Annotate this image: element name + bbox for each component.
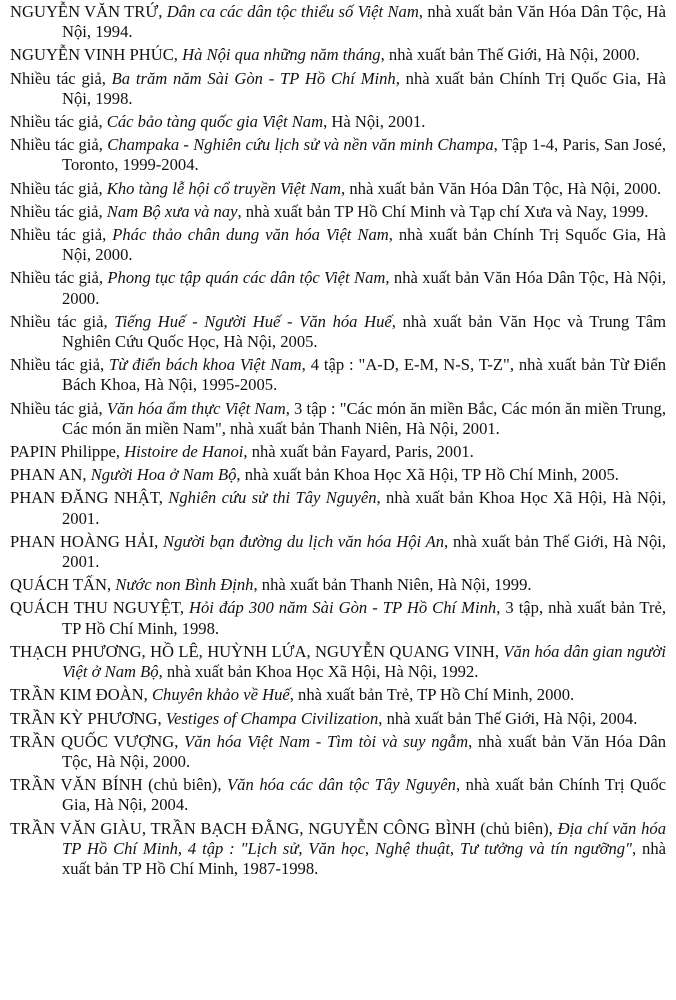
reference-entry: QUÁCH TẤN, Nước non Bình Định, nhà xuất bản Thanh Niên, Hà Nội, 1999. [10,575,532,595]
reference-author: NGUYỄN VINH PHÚC [10,45,174,65]
reference-author: Nhiều tác giả [10,225,103,245]
reference-author: Nhiều tác giả [10,135,99,155]
reference-title: Nghiên cứu sử thi Tây Nguyên [168,488,377,508]
reference-entry: NGUYỄN VINH PHÚC, Hà Nội qua những năm tháng, nhà xuất bản Thế Giới, Hà Nội, 2000. [10,45,640,65]
reference-title: Champaka - Nghiên cứu lịch sử và nền văn minh Champa [107,135,494,155]
reference-details: , nhà xuất bản Khoa Học Xã Hội, Hà Nội, 1992. [158,662,479,682]
reference-title: Địa chí văn hóa TP Hồ Chí Minh, 4 tập : "Lịch sử, Văn học, Nghệ thuật, Tư tưởng và tín ngưỡng" [62,818,667,858]
reference-author: Nhiều tác giả [10,268,99,288]
reference-title: Văn hóa dân gian người Việt ở Nam Bộ [62,641,667,682]
reference-details: , nhà xuất bản Văn Hóa Dân Tộc, Hà Nội, 1994. [62,2,667,42]
reference-author: QUÁCH TẤN [10,575,107,595]
reference-title: Nước non Bình Định [115,575,254,595]
reference-title: Histoire de Hanoi [124,442,244,462]
reference-details: , 3 tập, nhà xuất bản Trẻ, TP Hồ Chí Minh, 1998. [62,598,667,638]
reference-title: Vestiges of Champa Civilization [165,708,379,728]
reference-details: , nhà xuất bản Thế Giới, Hà Nội, 2000. [380,45,640,65]
reference-author: PHAN AN [10,465,83,485]
reference-author: TRẦN KỲ PHƯƠNG [10,708,158,728]
reference-entry: Nhiều tác giả, Phác thảo chân dung văn hóa Việt Nam, nhà xuất bản Chính Trị Squốc Gia, Hà Nội, 2000. [10,225,667,265]
reference-details: , Hà Nội, 2001. [323,112,426,132]
reference-entry: TRẦN KỲ PHƯƠNG, Vestiges of Champa Civilization, nhà xuất bản Thế Giới, Hà Nội, 2004. [10,708,638,728]
reference-details: , nhà xuất bản Văn Hóa Dân Tộc, Hà Nội, 2000. [62,268,666,308]
reference-entry: Nhiều tác giả, Từ điển bách khoa Việt Nam, 4 tập : "A-D, E-M, N-S, T-Z", nhà xuất bản Từ Điển Bách Khoa, Hà Nội, 1995-2005. [10,355,666,395]
reference-entry: TRẦN VĂN GIÀU, TRẦN BẠCH ĐẰNG, NGUYỄN CÔNG BÌNH (chủ biên), Địa chí văn hóa TP Hồ Chí Minh, 4 tập : "Lịch sử, Văn học, Nghệ thuật, Tư tưởng và tín ngưỡng", nhà xuất bản TP Hồ Chí Minh, 1987-1998. [10,818,667,878]
reference-entry: Nhiều tác giả, Các bảo tàng quốc gia Việt Nam, Hà Nội, 2001. [10,112,426,132]
reference-author: Nhiều tác giả [10,112,99,132]
reference-author: PAPIN Philippe [10,442,116,462]
reference-title: Phác thảo chân dung văn hóa Việt Nam [112,225,389,245]
reference-title: Người Hoa ở Nam Bộ [90,465,237,485]
reference-details: , nhà xuất bản Văn Hóa Dân Tộc, Hà Nội, 2000. [341,178,662,198]
reference-author: PHAN ĐĂNG NHẬT [10,488,159,508]
reference-entry: TRẦN QUỐC VƯỢNG, Văn hóa Việt Nam - Tìm tòi và suy ngẫm, nhà xuất bản Văn Hóa Dân Tộc, Hà Nội, 2000. [10,731,666,771]
reference-details: , 4 tập : "A-D, E-M, N-S, T-Z", nhà xuất bản Từ Điển Bách Khoa, Hà Nội, 1995-2005. [62,355,666,395]
reference-title: Văn hóa các dân tộc Tây Nguyên [227,775,456,795]
reference-title: Chuyên khảo về Huế [151,685,290,705]
reference-details: , nhà xuất bản Thế Giới, Hà Nội, 2001. [62,531,666,572]
reference-author: TRẦN QUỐC VƯỢNG [10,731,175,751]
reference-entry: PHAN HOÀNG HẢI, Người bạn đường du lịch văn hóa Hội An, nhà xuất bản Thế Giới, Hà Nội, 2001. [10,531,666,572]
reference-title: Văn hóa Việt Nam - Tìm tòi và suy ngẫm [184,731,469,751]
reference-title: Kho tàng lễ hội cổ truyền Việt Nam [106,178,342,198]
reference-details: , nhà xuất bản Khoa Học Xã Hội, TP Hồ Chí Minh, 2005. [236,465,619,485]
reference-details: , nhà xuất bản Chính Trị Squốc Gia, Hà Nội, 2000. [62,225,667,265]
reference-details: , nhà xuất bản Thanh Niên, Hà Nội, 1999. [253,575,532,595]
reference-details: , nhà xuất bản Khoa Học Xã Hội, Hà Nội, 2001. [62,488,667,528]
reference-details: , nhà xuất bản Văn Hóa Dân Tộc, Hà Nội, 2000. [62,731,666,771]
reference-title: Ba trăm năm Sài Gòn - TP Hồ Chí Minh [111,68,396,88]
reference-entry: TRẦN KIM ĐOÀN, Chuyên khảo về Huế, nhà xuất bản Trẻ, TP Hồ Chí Minh, 2000. [10,685,575,705]
reference-entry: PAPIN Philippe, Histoire de Hanoi, nhà xuất bản Fayard, Paris, 2001. [10,442,474,462]
reference-title: Các bảo tàng quốc gia Việt Nam [106,112,324,132]
reference-author: TRẦN VĂN BÍNH (chủ biên) [10,775,218,795]
reference-entry: Nhiều tác giả, Văn hóa ẩm thực Việt Nam, 3 tập : "Các món ăn miền Bắc, Các món ăn miền Trung, Các món ăn miền Nam", nhà xuất bản Thanh Niên, Hà Nội, 2001. [10,398,667,438]
reference-author: NGUYỄN VĂN TRỨ [10,2,159,21]
reference-title: Người bạn đường du lịch văn hóa Hội An [163,531,445,551]
reference-title: Tiếng Huế - Người Huế - Văn hóa Huế [114,311,392,331]
reference-author: Nhiều tác giả [10,178,99,198]
reference-entry: PHAN AN, Người Hoa ở Nam Bộ, nhà xuất bản Khoa Học Xã Hội, TP Hồ Chí Minh, 2005. [10,465,619,485]
reference-author: PHAN HOÀNG HẢI [10,531,155,551]
reference-title: Nam Bộ xưa và nay [106,201,238,221]
reference-author: TRẦN KIM ĐOÀN [10,685,144,705]
reference-details: , nhà xuất bản Thế Giới, Hà Nội, 2004. [378,708,638,728]
reference-author: THẠCH PHƯƠNG, HỒ LÊ, HUỲNH LỨA, NGUYỄN QUANG VINH [10,641,495,661]
reference-title: Dân ca các dân tộc thiểu số Việt Nam [166,2,419,21]
reference-details: , nhà xuất bản Văn Học và Trung Tâm Nghiên Cứu Quốc Học, Hà Nội, 2005. [62,311,666,352]
reference-title: Từ điển bách khoa Việt Nam [109,355,302,375]
reference-entry: Nhiều tác giả, Nam Bộ xưa và nay, nhà xuất bản TP Hồ Chí Minh và Tạp chí Xưa và Nay, 1999. [10,201,649,221]
reference-author: QUÁCH THU NGUYỆT [10,598,180,618]
reference-author: Nhiều tác giả [10,311,104,331]
reference-entry: NGUYỄN VĂN TRỨ, Dân ca các dân tộc thiểu số Việt Nam, nhà xuất bản Văn Hóa Dân Tộc, Hà Nội, 1994. [10,2,667,42]
reference-entry: Nhiều tác giả, Ba trăm năm Sài Gòn - TP Hồ Chí Minh, nhà xuất bản Chính Trị Quốc Gia, Hà Nội, 1998. [10,68,666,108]
reference-title: Hà Nội qua những năm tháng [182,45,381,65]
reference-entry: TRẦN VĂN BÍNH (chủ biên), Văn hóa các dân tộc Tây Nguyên, nhà xuất bản Chính Trị Quốc Gia, Hà Nội, 2004. [10,775,666,815]
reference-author: Nhiều tác giả [10,355,100,375]
reference-entry: Nhiều tác giả, Champaka - Nghiên cứu lịch sử và nền văn minh Champa, Tập 1-4, Paris, San José, Toronto, 1999-2004. [10,135,667,175]
reference-entry: THẠCH PHƯƠNG, HỒ LÊ, HUỲNH LỨA, NGUYỄN QUANG VINH, Văn hóa dân gian người Việt ở Nam Bộ, nhà xuất bản Khoa Học Xã Hội, Hà Nội, 1992. [10,641,667,682]
reference-details: , nhà xuất bản TP Hồ Chí Minh và Tạp chí Xưa và Nay, 1999. [237,201,649,221]
reference-details: , nhà xuất bản Trẻ, TP Hồ Chí Minh, 2000. [289,685,575,705]
reference-title: Phong tục tập quán các dân tộc Việt Nam [107,268,386,288]
reference-author: Nhiều tác giả [10,68,102,88]
reference-entry: QUÁCH THU NGUYỆT, Hỏi đáp 300 năm Sài Gòn - TP Hồ Chí Minh, 3 tập, nhà xuất bản Trẻ, TP Hồ Chí Minh, 1998. [10,598,667,638]
reference-author: Nhiều tác giả [10,201,99,221]
reference-details: , nhà xuất bản Fayard, Paris, 2001. [243,442,474,462]
reference-title: Văn hóa ẩm thực Việt Nam [106,398,286,418]
reference-entry: Nhiều tác giả, Phong tục tập quán các dân tộc Việt Nam, nhà xuất bản Văn Hóa Dân Tộc, Hà Nội, 2000. [10,268,666,308]
reference-details: , nhà xuất bản TP Hồ Chí Minh, 1987-1998. [62,838,666,878]
reference-title: Hỏi đáp 300 năm Sài Gòn - TP Hồ Chí Minh [189,598,497,618]
reference-details: , nhà xuất bản Chính Trị Quốc Gia, Hà Nội, 2004. [62,775,666,815]
reference-entry: Nhiều tác giả, Kho tàng lễ hội cổ truyền Việt Nam, nhà xuất bản Văn Hóa Dân Tộc, Hà Nội, 2000. [10,178,662,198]
reference-entry: Nhiều tác giả, Tiếng Huế - Người Huế - Văn hóa Huế, nhà xuất bản Văn Học và Trung Tâm Nghiên Cứu Quốc Học, Hà Nội, 2005. [10,311,666,352]
reference-author: Nhiều tác giả [10,398,99,418]
reference-author: TRẦN VĂN GIÀU, TRẦN BẠCH ĐẰNG, NGUYỄN CÔNG BÌNH (chủ biên) [10,818,549,838]
reference-entry: PHAN ĐĂNG NHẬT, Nghiên cứu sử thi Tây Nguyên, nhà xuất bản Khoa Học Xã Hội, Hà Nội, 2001. [10,488,667,528]
reference-details: , 3 tập : "Các món ăn miền Bắc, Các món ăn miền Trung, Các món ăn miền Nam", nhà xuất bản Thanh Niên, Hà Nội, 2001. [62,398,667,438]
reference-details: , Tập 1-4, Paris, San José, Toronto, 1999-2004. [62,135,667,175]
reference-details: , nhà xuất bản Chính Trị Quốc Gia, Hà Nội, 1998. [62,68,666,108]
